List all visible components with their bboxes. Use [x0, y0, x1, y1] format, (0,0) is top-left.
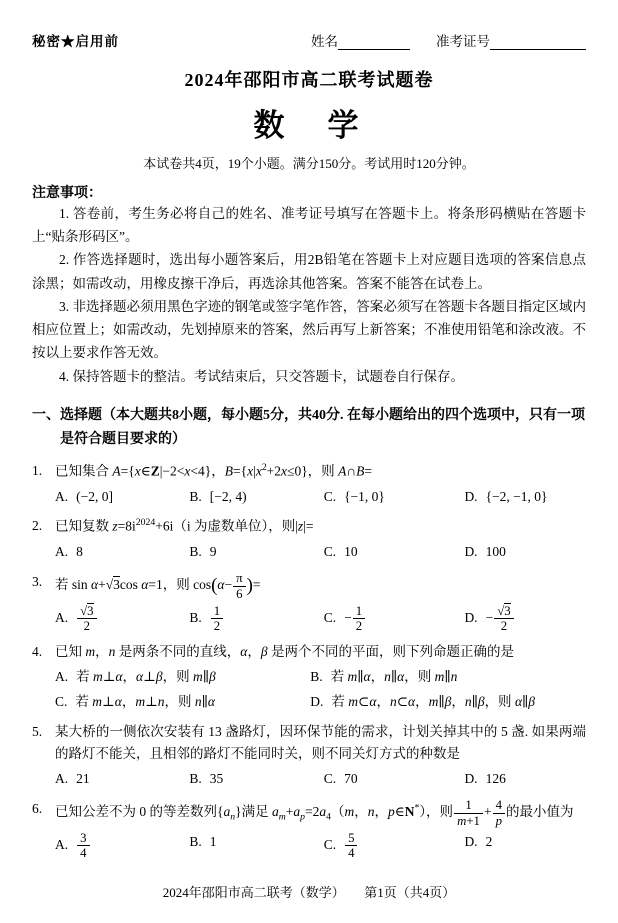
option-d: D. − $\frac{√3}{2}$ [464, 604, 586, 634]
question-stem: 已知集合 A={x∈Z|−2<x<4}，$B=\{x|x^2+2x\le 0\}$，则 A∩B= [55, 461, 372, 479]
section-title: 一、选择题 [32, 407, 102, 423]
option-c: C. {−1, 0} [323, 488, 385, 504]
classification-label: 秘密★启用前 [32, 34, 119, 49]
question-stem: 已知公差不为 0 的等差数列$\{a_n\}$满足 $a_m+a_p=2a_4(m$，n，p∈N*），则 $\frac{1}{m+1}$ + $\frac{4}{p}$ 的最小值为 [55, 798, 574, 828]
option-c: C. − $\frac{1}{2}$ [324, 604, 465, 634]
option-b: B. 9 [189, 544, 217, 560]
question-6 [32, 798, 586, 860]
question-options [32, 486, 586, 509]
notes-heading: 注意事项： [32, 186, 102, 201]
question-number: 1. [32, 462, 43, 478]
question-number: 3. [32, 574, 43, 590]
option-d: D. 100 [464, 544, 506, 560]
option-c: C. 70 [323, 771, 358, 787]
question-options [32, 541, 586, 564]
option-a: A. (−2, 0] [55, 488, 113, 504]
option-b: B. 35 [189, 771, 224, 787]
option-d: D. {−2, −1, 0} [464, 488, 548, 504]
question-stem: 已知 m，n 是两条不同的直线，α，β 是两个不同的平面，则下列命题正确的是 [55, 643, 514, 659]
fill-in-group [311, 30, 586, 50]
option-a: A. $\frac{√3}{2}$ [55, 604, 189, 634]
option-d: D. 2 [464, 833, 493, 849]
option-b: B. $\frac{1}{2}$ [189, 604, 323, 634]
question-stem: 某大桥的一侧依次安装有 13 盏路灯，因环保节能的需求，计划关掉其中的 5 盏. 如果两端的路灯不能关，且相邻的路灯不能同时关，则不同关灯方式的种数是 [55, 723, 586, 761]
option-b: B. [−2, 4) [189, 488, 247, 504]
subject-title: 数 学 [253, 108, 365, 143]
question-4 [32, 641, 586, 714]
section-description: （本大题共8小题，每小题5分，共40分. 在每小题给出的四个选项中，只有一项是符合题目要求的） [60, 407, 585, 448]
question-stem: 已知复数 $z=8i^{2024}+6i(i$ 为虚数单位），则|z|= [55, 517, 314, 534]
name-field-label: 姓名 [311, 34, 338, 49]
option-d: D. 若 m⊂α，n⊂α，m∥β，n∥β，则 α∥β [310, 693, 536, 709]
ticket-blank-line [490, 35, 586, 50]
option-c: C. $\frac{5}{4}$ [324, 831, 465, 861]
option-c: C. 若 m⊥α，m⊥n，则 n∥α [55, 693, 215, 709]
ticket-field-label: 准考证号 [436, 34, 490, 49]
question-number: 2. [32, 518, 43, 534]
question-number: 6. [32, 801, 43, 817]
question-options [32, 604, 586, 634]
question-options [32, 666, 586, 714]
note-item-3: 3. 非选择题必须用黑色字迹的钢笔或签字笔作答，答案必须写在答题卡各题目指定区域内相应位置上；如需改动，先划掉原来的答案，然后再写上新答案；不准使用铅笔和涂改液。不按以上要求作答无效。 [32, 298, 586, 361]
option-a: A. 21 [55, 771, 90, 787]
name-field [311, 30, 410, 50]
question-1 [32, 460, 586, 509]
option-a: A. $\frac{3}{4}$ [55, 831, 189, 861]
name-blank-line [338, 35, 410, 50]
option-b: B. 1 [189, 833, 217, 849]
note-item-2: 2. 作答选择题时，选出每小题答案后，用2B铅笔在答题卡上对应题目选项的答案信息点涂黑；如需改动，用橡皮擦干净后，再选涂其他答案。答案不能答在试卷上。 [32, 252, 586, 291]
note-item-4: 4. 保持答题卡的整洁。考试结束后，只交答题卡，试题卷自行保存。 [59, 368, 464, 384]
question-5 [32, 721, 586, 791]
option-a: A. 若 m⊥α，α⊥β，则 m∥β [55, 668, 216, 684]
option-a: A. 8 [55, 544, 83, 560]
exam-meta: 本试卷共4页，19个小题。满分150分。考试用时120分钟。 [143, 156, 475, 171]
question-options [32, 831, 586, 861]
page-header [32, 30, 586, 50]
question-2 [32, 515, 586, 564]
section-heading [32, 404, 586, 453]
question-number: 5. [32, 723, 43, 739]
question-stem: 若 sin α+√3cos α=1，则 cos(α− $\frac{\pi}{6}$ )= [55, 571, 261, 601]
option-c: C. 10 [323, 544, 358, 560]
question-3 [32, 571, 586, 633]
note-item-1: 1. 答卷前，考生务必将自己的姓名、准考证号填写在答题卡上。将条形码横贴在答题卡上“贴条形码区”。 [32, 206, 586, 245]
option-b: B. 若 m∥α，n∥α，则 m∥n [310, 668, 458, 684]
option-d: D. 126 [464, 771, 506, 787]
ticket-field [436, 30, 586, 50]
page-footer: 2024年邵阳市高二联考（数学） 第1页（共4页） [162, 885, 456, 900]
exam-title: 2024年邵阳市高二联考试题卷 [184, 70, 434, 90]
question-number: 4. [32, 643, 43, 659]
question-options [32, 768, 586, 791]
